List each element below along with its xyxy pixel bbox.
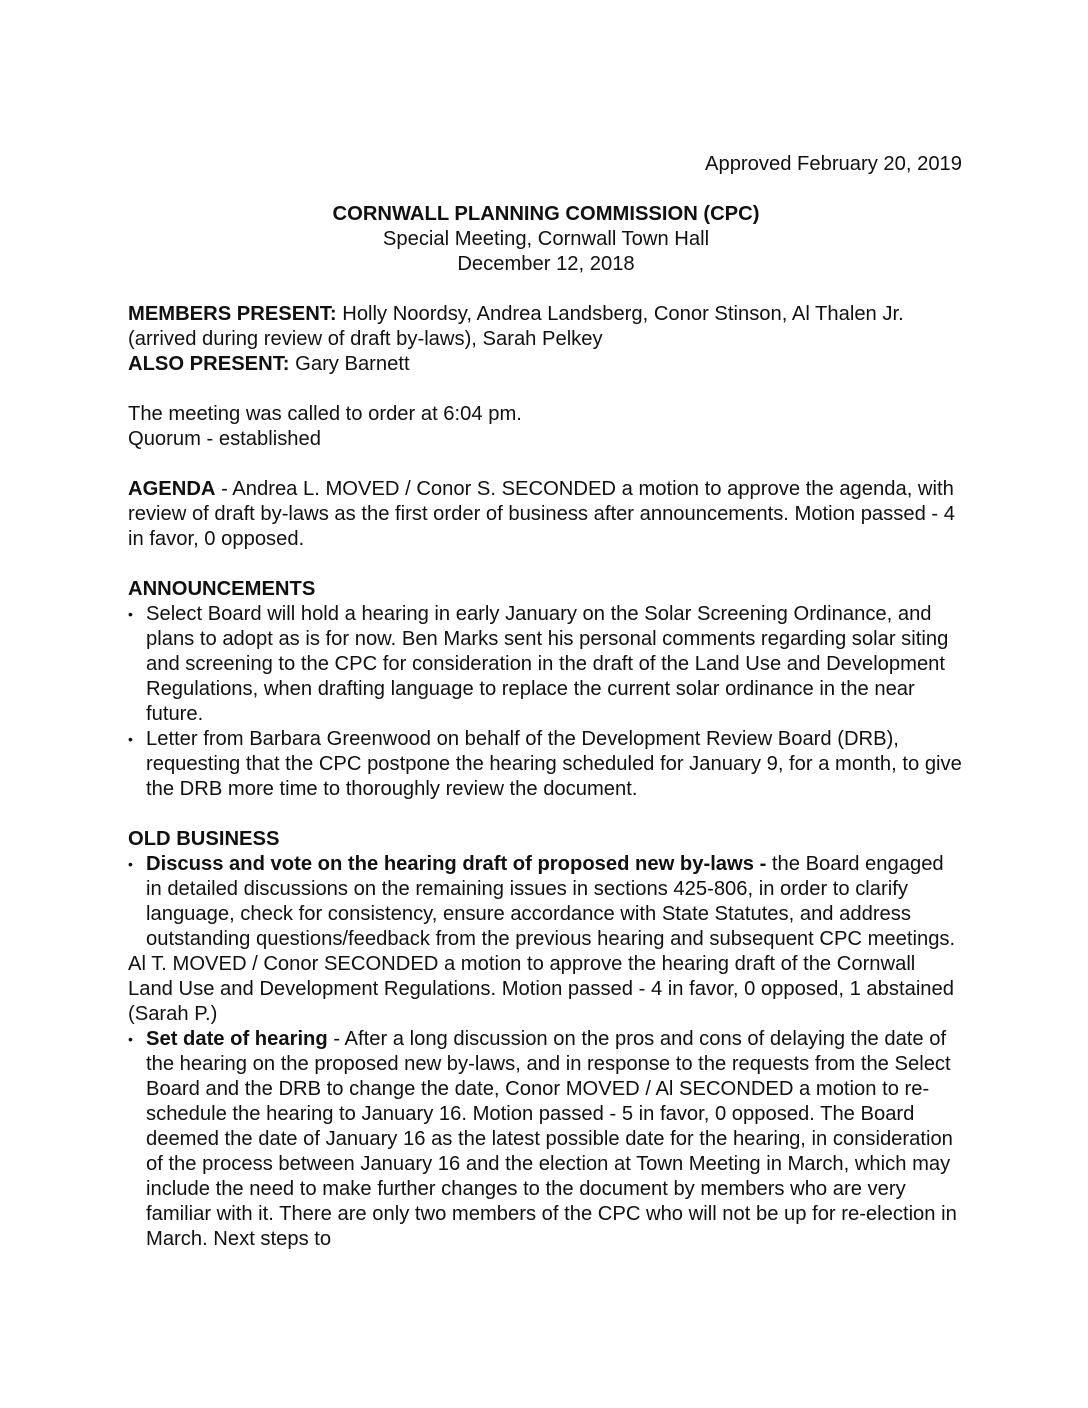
list-item bbox=[128, 1027, 964, 1252]
agenda-label: AGENDA bbox=[128, 478, 216, 500]
list-item: • Letter from Barbara Greenwood on behalf of the Development Review Board (DRB), requesting that the CPC postpone the hearing scheduled for January 9, for a month, to give the DRB more time to thoroughly review the document. bbox=[128, 727, 964, 802]
agenda-text: - Andrea L. MOVED / Conor S. SECONDED a motion to approve the agenda, with review of draft by-laws as the first order of business after announcements. Motion passed - 4 in favor, 0 opposed. bbox=[128, 478, 955, 550]
quorum-line: Quorum - established bbox=[128, 428, 321, 450]
members-present-text: Holly Noordsy, Andrea Landsberg, Conor Stinson, Al Thalen Jr. (arrived during review of draft by-laws), Sarah Pelkey bbox=[128, 303, 904, 350]
document-heading bbox=[128, 202, 964, 277]
bylaws-vote-label: Discuss and vote on the hearing draft of proposed new by-laws - bbox=[146, 853, 772, 875]
agenda-paragraph bbox=[128, 477, 964, 552]
list-item bbox=[128, 852, 964, 952]
also-present bbox=[128, 352, 964, 377]
approval-line: Approved February 20, 2019 bbox=[705, 153, 962, 175]
meeting-date: December 12, 2018 bbox=[457, 253, 635, 275]
members-present bbox=[128, 302, 964, 352]
also-present-text: Gary Barnett bbox=[289, 353, 410, 375]
also-present-label: ALSO PRESENT: bbox=[128, 353, 290, 375]
list-item: • Select Board will hold a hearing in early January on the Solar Screening Ordinance, and plans to adopt as is for now. Ben Marks sent his personal comments regarding solar siting and screening to the CPC for consideration in the draft of the Land Use and Development Regulations, when drafting language to replace the current solar ordinance in the near future. bbox=[128, 602, 964, 727]
announcements-heading: ANNOUNCEMENTS bbox=[128, 578, 316, 600]
call-to-order: The meeting was called to order at 6:04 pm. bbox=[128, 403, 522, 425]
old-business-list bbox=[128, 852, 964, 952]
old-business-list-continued bbox=[128, 1027, 964, 1252]
old-business-heading: OLD BUSINESS bbox=[128, 828, 280, 850]
minutes-page bbox=[128, 152, 964, 1252]
document-title: CORNWALL PLANNING COMMISSION (CPC) bbox=[332, 203, 760, 225]
motion-paragraph: Al T. MOVED / Conor SECONDED a motion to approve the hearing draft of the Cornwall Land Use and Development Regulations. Motion passed - 4 in favor, 0 opposed, 1 abstained (Sarah P.) bbox=[128, 953, 954, 1025]
members-present-label: MEMBERS PRESENT: bbox=[128, 303, 337, 325]
announcements-list bbox=[128, 602, 964, 802]
bylaws-vote-text: the Board engaged in detailed discussions on the remaining issues in sections 425-806, in order to clarify language, check for consistency, ensure accordance with State Statutes, and address outstanding questions/feedback from the previous hearing and subsequent CPC meetings. bbox=[146, 853, 956, 950]
hearing-date-label: Set date of hearing bbox=[146, 1028, 328, 1050]
meeting-subtitle: Special Meeting, Cornwall Town Hall bbox=[382, 228, 710, 250]
hearing-date-text: - After a long discussion on the pros and cons of delaying the date of the hearing on the proposed new by-laws, and in response to the requests from the Select Board and the DRB to change the date, Conor MOVED / Al SECONDED a motion to re-schedule the hearing to January 16. Motion passed - 5 in favor, 0 opposed. The Board deemed the date of January 16 as the latest possible date for the hearing, in consideration of the process between January 16 and the election at Town Meeting in March, which may include the need to make further changes to the document by members who are very familiar with it. There are only two members of the CPC who will not be up for re-election in March. Next steps to bbox=[146, 1028, 957, 1250]
